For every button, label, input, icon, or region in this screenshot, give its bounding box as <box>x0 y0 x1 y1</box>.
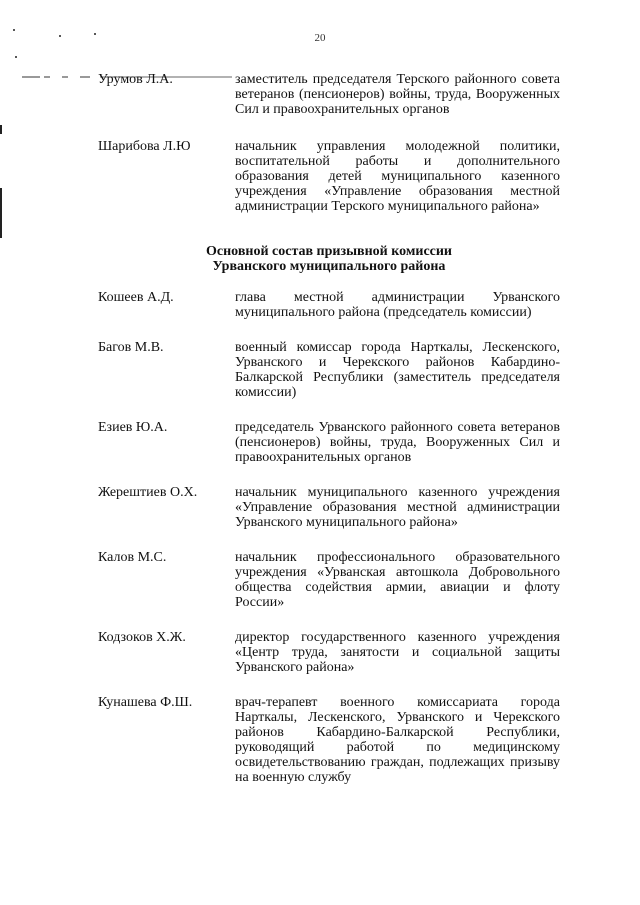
member-name: Езиев Ю.А. <box>98 420 168 435</box>
member-entry <box>98 630 560 675</box>
member-role: начальник профессионального образовательного учреждения «Урванская автошкола Добровольного общества содействия армии, авиации и флоту России» <box>235 550 560 610</box>
member-role: директор государственного казенного учреждения «Центр труда, занятости и социальной защиты Урванского района» <box>235 630 560 675</box>
member-entry <box>98 139 560 214</box>
member-entry <box>98 550 560 610</box>
member-name: Багов М.В. <box>98 340 164 355</box>
member-name: Кодзоков Х.Ж. <box>98 630 186 645</box>
member-role: начальник муниципального казенного учреждения «Управление образования местной администрации Урванского муниципального района» <box>235 485 560 530</box>
member-role: начальник управления молодежной политики, воспитательной работы и дополнительного образования детей муниципального казенного учреждения «Управление образования местной администрации Терского муниципального района» <box>235 139 560 214</box>
member-name: Кошеев А.Д. <box>98 290 174 305</box>
member-role: глава местной администрации Урванского муниципального района (председатель комиссии) <box>235 290 560 320</box>
heading-line: Урванского муниципального района <box>212 259 446 274</box>
member-name: Жерештиев О.Х. <box>98 485 198 500</box>
member-role: заместитель председателя Терского районного совета ветеранов (пенсионеров) войны, труда, Вооруженных Сил и правоохранительных органов <box>235 72 560 117</box>
top-member-list <box>98 72 560 214</box>
member-entry <box>98 485 560 530</box>
member-name: Кунашева Ф.Ш. <box>98 695 193 710</box>
member-name: Калов М.С. <box>98 550 167 565</box>
member-name: Шарибова Л.Ю <box>98 139 191 154</box>
member-name: Урумов Л.А. <box>98 72 173 87</box>
main-member-list <box>98 290 560 785</box>
page-number: 20 <box>314 32 326 44</box>
member-entry <box>98 695 560 785</box>
member-entry <box>98 340 560 400</box>
section-heading <box>98 244 560 274</box>
member-entry <box>98 290 560 320</box>
heading-line: Основной состав призывной комиссии <box>206 244 452 259</box>
member-entry <box>98 72 560 117</box>
member-role: военный комиссар города Нарткалы, Лескенского, Урванского и Черекского районов Кабардино-Балкарской Республики (заместитель председателя комиссии) <box>235 340 560 400</box>
member-entry <box>98 420 560 465</box>
member-role: врач-терапевт военного комиссариата города Нарткалы, Лескенского, Урванского и Черекского районов Кабардино-Балкарской Республики, руководящий работой по медицинскому освидетельствованию граждан, подлежащих призыву на военную службу <box>235 695 560 785</box>
member-role: председатель Урванского районного совета ветеранов (пенсионеров) войны, труда, Вооруженных Сил и правоохранительных органов <box>235 420 560 465</box>
